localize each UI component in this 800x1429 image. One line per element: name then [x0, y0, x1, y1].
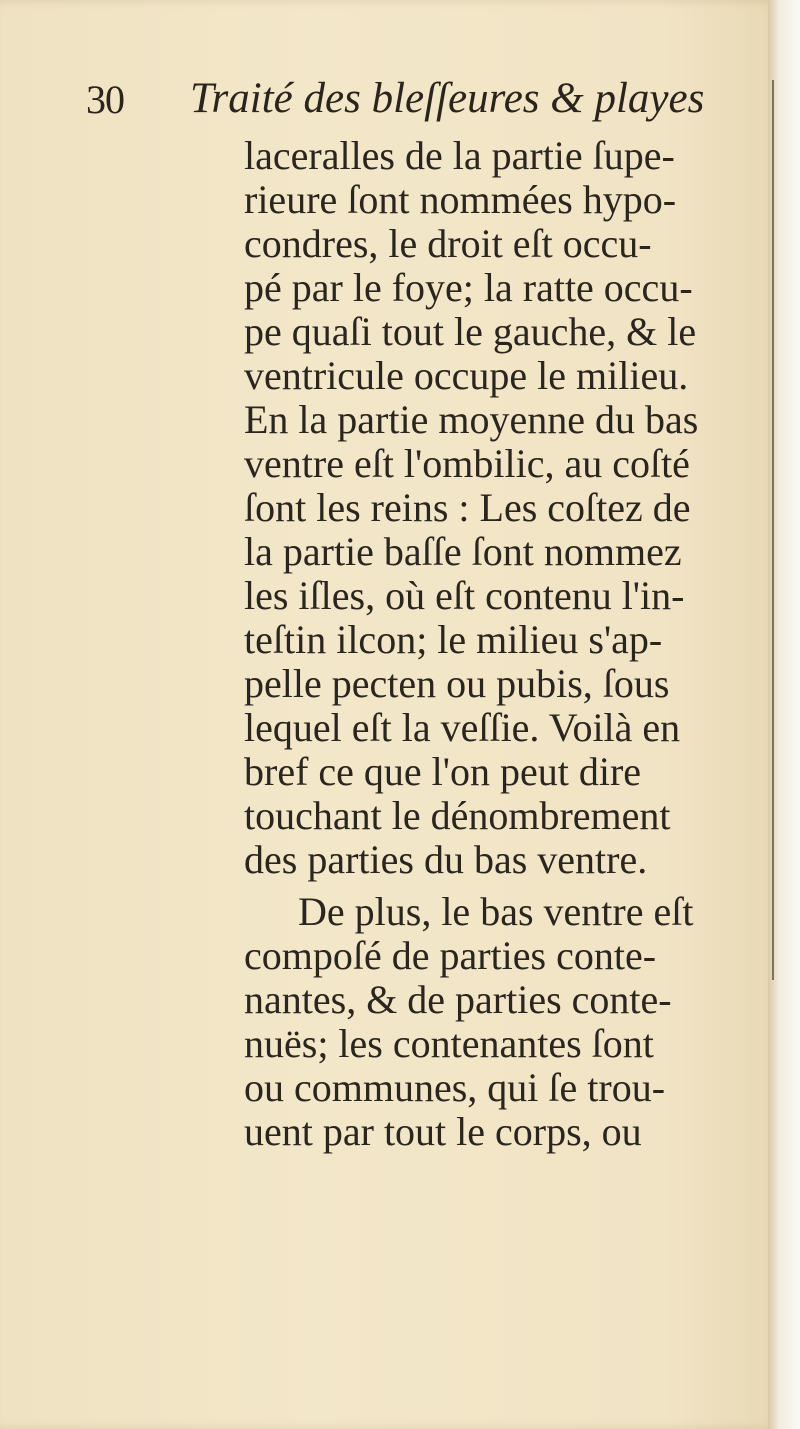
text-line-14: lequel eſt la veſſie. Voilà en	[244, 706, 681, 750]
gutter-shadow-line	[772, 80, 774, 980]
text-line-19: compoſé de parties conte-	[244, 934, 657, 978]
text-line-8: ventre eſt l'ombilic, au coſté	[244, 442, 690, 486]
text-line-13: pelle pecten ou pubis, ſous	[244, 662, 670, 706]
text-line-4: pé par le foye; la ratte occu-	[244, 266, 693, 310]
text-line-16: touchant le dénombrement	[244, 794, 671, 838]
text-line-7: En la partie moyenne du bas	[244, 398, 699, 442]
text-line-22: ou communes, qui ſe trou-	[244, 1066, 666, 1110]
body-text	[244, 134, 770, 1154]
text-line-1: laceralles de la partie ſupe-	[244, 134, 675, 178]
text-line-5: pe quaſi tout le gauche, & le	[244, 310, 697, 354]
text-line-15: bref ce que l'on peut dire	[244, 750, 642, 794]
text-line-2: rieure ſont nommées hypo-	[244, 178, 677, 222]
text-line-18: De plus, le bas ventre eſt	[298, 890, 694, 934]
text-line-17: des parties du bas ventre.	[244, 838, 648, 882]
text-line-21: nuës; les contenantes ſont	[244, 1022, 654, 1066]
text-line-23: uent par tout le corps, ou	[244, 1110, 642, 1154]
page-number: 30	[86, 77, 124, 122]
running-title: Traité des bleſſeures & playes	[190, 75, 705, 122]
text-line-3: condres, le droit eſt occu-	[244, 222, 652, 266]
text-line-11: les iſles, où eſt contenu l'in-	[244, 574, 685, 618]
text-line-20: nantes, & de parties conte-	[244, 978, 672, 1022]
text-line-9: ſont les reins : Les coſtez de	[244, 486, 691, 530]
text-line-10: la partie baſſe ſont nommez	[244, 530, 682, 574]
text-line-12: teſtin ilcon; le milieu s'ap-	[244, 618, 663, 662]
page-header	[86, 72, 776, 132]
text-line-6: ventricule occupe le milieu.	[244, 354, 689, 398]
